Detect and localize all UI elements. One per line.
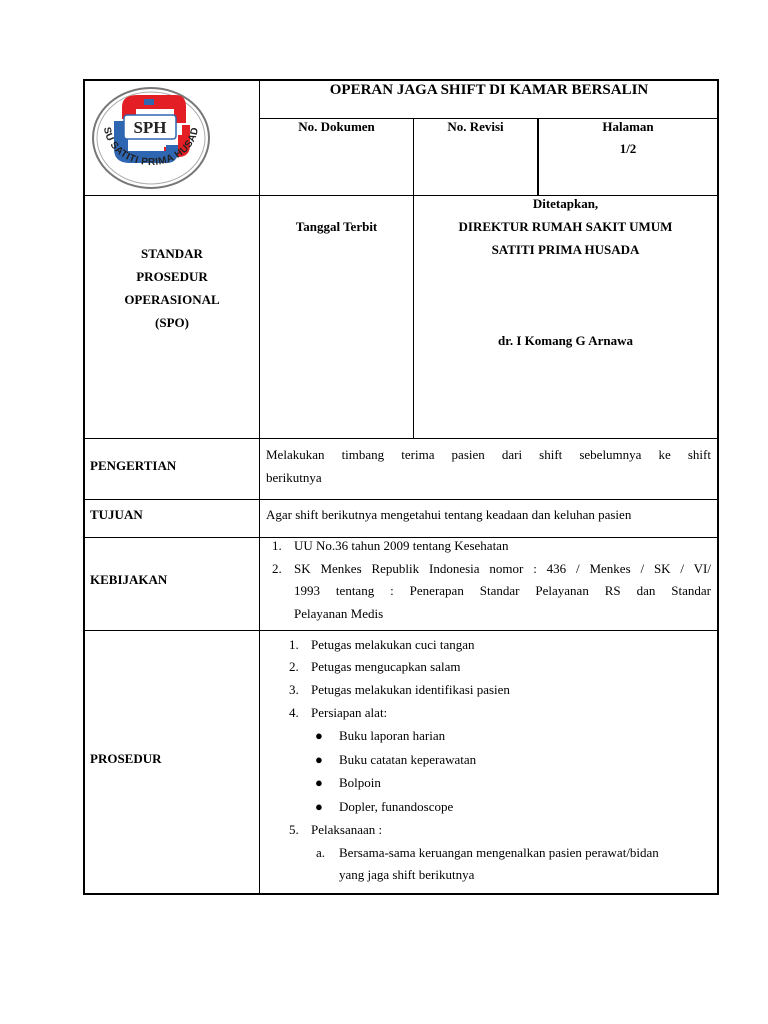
spo-label-line-3: OPERASIONAL <box>124 292 220 307</box>
prosedur-item-5-number: 5. <box>289 822 299 837</box>
kebijakan-item-1-number: 1. <box>272 538 282 553</box>
tujuan-text: Agar shift berikutnya mengetahui tentang keadaan dan keluhan pasien <box>266 507 632 522</box>
prosedur-item-5a-line-1: Bersama-sama keruangan mengenalkan pasien perawat/bidan <box>339 845 659 860</box>
tool-item-3: Bolpoin <box>339 775 381 790</box>
bullet-icon: ● <box>315 752 323 767</box>
page-label: Halaman <box>602 119 654 134</box>
kebijakan-row-divider <box>83 630 719 631</box>
prosedur-item-1-text: Petugas melakukan cuci tangan <box>311 637 475 652</box>
prosedur-item-4-text: Persiapan alat: <box>311 705 388 720</box>
kebijakan-item-2-number: 2. <box>272 561 282 576</box>
tool-item-2: Buku catatan keperawatan <box>339 752 477 767</box>
prosedur-item-5a-letter: a. <box>316 845 326 860</box>
prosedur-item-3-text: Petugas melakukan identifikasi pasien <box>311 682 510 697</box>
pengertian-text-line-2: berikutnya <box>266 470 322 485</box>
pengertian-row-divider <box>83 499 719 500</box>
director-title-line-2: SATITI PRIMA HUSADA <box>491 242 640 257</box>
kebijakan-item-2-line-3: Pelayanan Medis <box>294 606 384 621</box>
issue-date-label: Tanggal Terbit <box>295 219 378 234</box>
prosedur-item-4-number: 4. <box>289 705 299 720</box>
table-border-right <box>717 79 719 895</box>
spo-label-line-2: PROSEDUR <box>136 269 208 284</box>
hospital-logo <box>90 85 212 191</box>
director-title-line-1: DIREKTUR RUMAH SAKIT UMUM <box>458 219 673 234</box>
kebijakan-label: KEBIJAKAN <box>90 572 168 587</box>
prosedur-item-3-number: 3. <box>289 682 299 697</box>
prosedur-label: PROSEDUR <box>90 751 162 766</box>
hospital-logo-icon <box>90 85 212 191</box>
kebijakan-item-2-line-2: 1993 tentang : Penerapan Standar Pelayanan RS dan Standar <box>294 583 711 598</box>
prosedur-item-2-number: 2. <box>289 659 299 674</box>
label-column-divider <box>259 79 260 895</box>
revision-label: No. Revisi <box>447 119 504 134</box>
bullet-icon: ● <box>315 799 323 814</box>
pengertian-text-line-1: Melakukan timbang terima pasien dari shift sebelumnya ke shift <box>266 447 711 462</box>
table-border-bottom <box>83 893 719 895</box>
spo-label-line-1: STANDAR <box>141 246 203 261</box>
tujuan-label: TUJUAN <box>90 507 143 522</box>
logo-ring-text: SU SATITI PRIMA HUSAD <box>100 126 202 169</box>
logo-abbreviation: SPH <box>133 118 167 137</box>
established-label: Ditetapkan, <box>532 196 599 211</box>
prosedur-item-1-number: 1. <box>289 637 299 652</box>
page-value: 1/2 <box>619 141 637 156</box>
tool-item-1: Buku laporan harian <box>339 728 446 743</box>
kebijakan-item-2-line-1: SK Menkes Republik Indonesia nomor : 436 / Menkes / SK / VI/ <box>294 561 711 576</box>
doc-number-label: No. Dokumen <box>298 119 375 134</box>
prosedur-item-2-text: Petugas mengucapkan salam <box>311 659 461 674</box>
spo-label-line-4: (SPO) <box>155 315 189 330</box>
bullet-icon: ● <box>315 775 323 790</box>
pengertian-label: PENGERTIAN <box>90 458 177 473</box>
tool-item-4: Dopler, funandoscope <box>339 799 454 814</box>
kebijakan-item-1-text: UU No.36 tahun 2009 tentang Kesehatan <box>294 538 509 553</box>
prosedur-item-5a-line-2: yang jaga shift berikutnya <box>339 867 475 882</box>
table-border-left <box>83 79 85 895</box>
doc-number-column-divider <box>413 118 414 439</box>
spo-row-divider <box>83 438 719 439</box>
bullet-icon: ● <box>315 728 323 743</box>
document-title: OPERAN JAGA SHIFT DI KAMAR BERSALIN <box>329 82 649 98</box>
prosedur-item-5-text: Pelaksanaan : <box>311 822 383 837</box>
director-name: dr. I Komang G Arnawa <box>498 333 633 348</box>
